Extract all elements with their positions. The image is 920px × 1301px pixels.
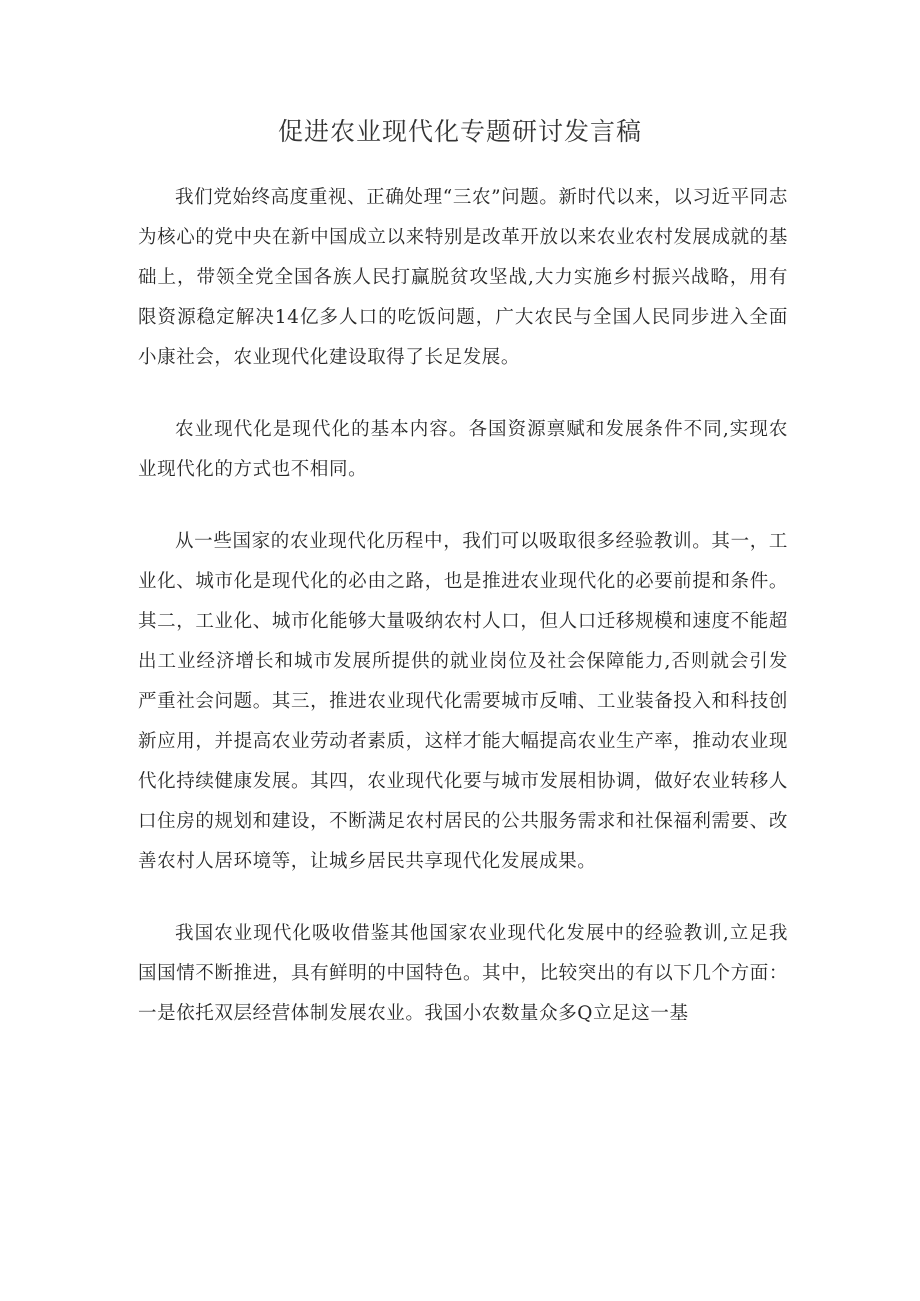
document-title: 促进农业现代化专题研讨发言稿 xyxy=(277,117,642,146)
paragraph-3: 从一些国家的农业现代化历程中，我们可以吸取很多经验教训。其一，工业化、城市化是现代化的必由之路，也是推进农业现代化的必要前提和条件。其二，工业化、城市化能够大量吸纳农村人口，但人口迁移规模和速度不能超出工业经济增长和城市发展所提供的就业岗位及社会保障能力,否则就会引发严重社会问题。其三，推进农业现代化需要城市反哺、工业装备投入和科技创新应用，并提高农业劳动者素质，这样才能大幅提高农业生产率，推动农业现代化持续健康发展。其四，农业现代化要与城市发展相协调，做好农业转移人口住房的规划和建设，不断满足农村居民的公共服务需求和社保福利需要、改善农村人居环境等，让城乡居民共享现代化发展成果。 xyxy=(138,531,788,872)
document-body xyxy=(138,178,788,1066)
paragraph-2: 农业现代化是现代化的基本内容。各国资源禀赋和发展条件不同,实现农业现代化的方式也不相同。 xyxy=(138,419,788,480)
paragraph-1: 我们党始终高度重视、正确处理“三农”问题。新时代以来，以习近平同志为核心的党中央在新中国成立以来特别是改革开放以来农业农村发展成就的基础上，带领全党全国各族人民打赢脱贫攻坚战,大力实施乡村振兴战略，用有限资源稳定解决14亿多人口的吃饭问题，广大农民与全国人民同步进入全面小康社会，农业现代化建设取得了长足发展。 xyxy=(138,187,788,368)
paragraph-4: 我国农业现代化吸收借鉴其他国家农业现代化发展中的经验教训,立足我国国情不断推进，具有鲜明的中国特色。其中，比较突出的有以下几个方面：一是依托双层经营体制发展农业。我国小农数量众多Q立足这一基 xyxy=(138,923,788,1024)
